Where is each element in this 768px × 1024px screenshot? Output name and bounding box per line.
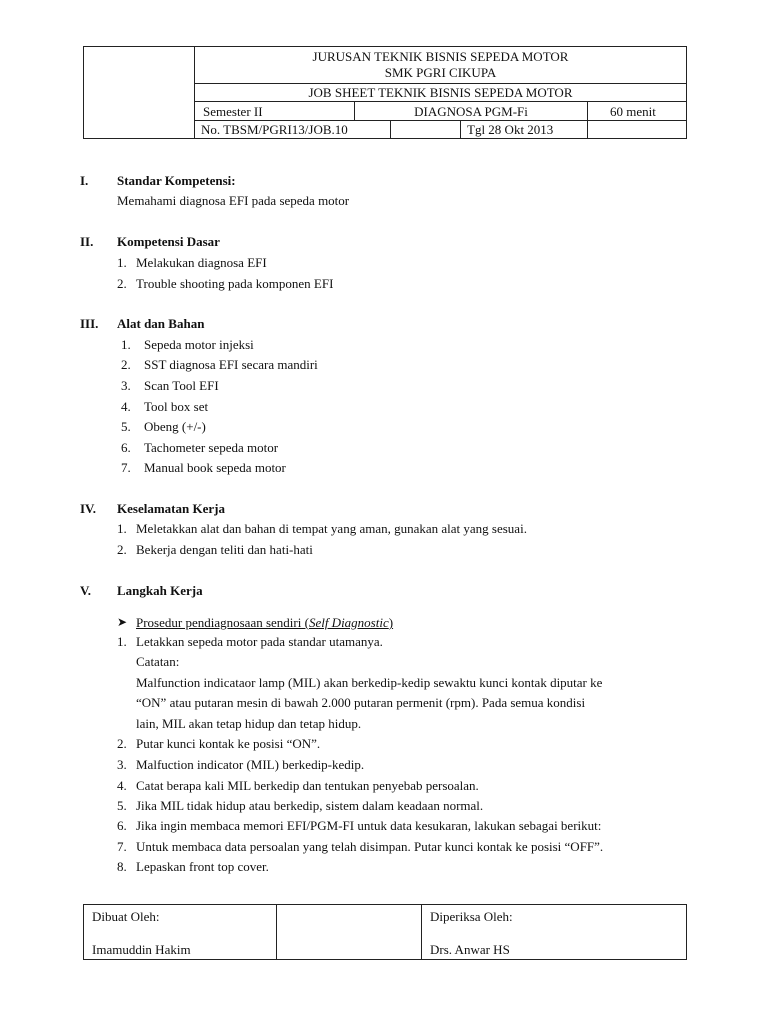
section-text: Memahami diagnosa EFI pada sepeda motor [117,193,350,208]
list-number: 1. [117,255,127,270]
step-number: 4. [117,778,127,793]
duration-cell [588,102,686,120]
list-item: Tachometer sepeda motor [144,440,279,455]
section-number: III. [80,316,99,331]
step-number: 1. [117,634,127,649]
blank-cell [391,121,461,138]
list-number: 5. [121,419,131,434]
step-number: 5. [117,798,127,813]
step-line: Catat berapa kali MIL berkedip dan tentukan penyebab persoalan. [136,778,479,793]
list-number: 2. [117,276,127,291]
section-title: Kompetensi Dasar [117,234,220,249]
checked-by-label: Diperiksa Oleh: [430,909,513,924]
checked-by-name: Drs. Anwar HS [430,942,510,957]
section-number: II. [80,234,94,249]
header-table [83,46,687,139]
school-name: SMK PGRI CIKUPA [384,65,497,80]
step-line: Jika ingin membaca memori EFI/PGM-FI untuk data kesukaran, lakukan sebagai berikut: [136,818,602,833]
step-line: Letakkan sepeda motor pada standar utamanya. [136,634,383,649]
list-number: 3. [121,378,131,393]
section-title: Alat dan Bahan [117,316,205,331]
section-title: Langkah Kerja [117,583,203,598]
date-cell [461,121,588,138]
procedure-heading-italic: Self Diagnostic [308,615,389,630]
list-number: 7. [121,460,131,475]
made-by-cell [84,905,277,959]
step-line: Malfunction indicataor lamp (MIL) akan berkedip-kedip sewaktu kunci kontak diputar ke [136,675,603,690]
step-line: Lepaskan front top cover. [136,859,269,874]
list-item: Tool box set [144,399,209,414]
date: Tgl 28 Okt 2013 [467,122,554,137]
list-number: 4. [121,399,131,414]
signature-table [83,904,687,960]
step-number: 2. [117,736,127,751]
blank-cell-2 [588,121,686,138]
procedure-heading-text: Prosedur pendiagnosaan sendiri ( [136,615,309,630]
topic-cell [355,102,588,120]
department-title: JURUSAN TEKNIK BISNIS SEPEDA MOTOR [312,49,569,64]
step-line: Putar kunci kontak ke posisi “ON”. [136,736,321,751]
list-item: Trouble shooting pada komponen EFI [136,276,334,291]
list-item: Sepeda motor injeksi [144,337,254,352]
list-item: Bekerja dengan teliti dan hati-hati [136,542,313,557]
section-title: Standar Kompetensi: [117,173,236,188]
arrow-bullet-icon: ➤ [117,615,128,629]
step-number: 8. [117,859,127,874]
procedure-heading-close: ) [388,615,394,630]
checked-by-cell [422,905,686,959]
procedure-heading [136,615,393,631]
job-sheet-title: JOB SHEET TEKNIK BISNIS SEPEDA MOTOR [308,85,573,100]
step-line: Catatan: [136,654,180,669]
section-number: V. [80,583,91,598]
list-item: SST diagnosa EFI secara mandiri [144,357,318,372]
made-by-label: Dibuat Oleh: [92,909,160,924]
job-sheet-title-row [195,84,686,102]
doc-number-row [195,121,686,138]
section-title: Keselamatan Kerja [117,501,225,516]
step-line: lain, MIL akan tetap hidup dan tetap hidup. [136,716,362,731]
section-number: IV. [80,501,97,516]
list-number: 2. [117,542,127,557]
list-item: Meletakkan alat dan bahan di tempat yang aman, gunakan alat yang sesuai. [136,521,527,536]
topic: DIAGNOSA PGM-Fi [414,103,528,119]
blank-signature-cell [277,905,422,959]
semester-row [195,102,686,121]
list-item: Manual book sepeda motor [144,460,286,475]
list-number: 2. [121,357,131,372]
duration: 60 menit [610,103,656,119]
step-number: 6. [117,818,127,833]
header-title-row [195,47,686,84]
section-number: I. [80,173,89,188]
list-item: Scan Tool EFI [144,378,219,393]
list-number: 1. [117,521,127,536]
list-number: 6. [121,440,131,455]
made-by-name: Imamuddin Hakim [92,942,191,957]
step-line: “ON” atau putaran mesin di bawah 2.000 putaran permenit (rpm). Pada semua kondisi [136,695,586,710]
doc-number: No. TBSM/PGRI13/JOB.10 [201,122,348,137]
semester: Semester II [203,103,263,119]
list-number: 1. [121,337,131,352]
step-line: Untuk membaca data persoalan yang telah disimpan. Putar kunci kontak ke posisi “OFF”. [136,839,604,854]
step-number: 3. [117,757,127,772]
step-line: Malfuction indicator (MIL) berkedip-kedip. [136,757,365,772]
step-number: 7. [117,839,127,854]
step-line: Jika MIL tidak hidup atau berkedip, sistem dalam keadaan normal. [136,798,484,813]
list-item: Melakukan diagnosa EFI [136,255,267,270]
list-item: Obeng (+/-) [144,419,206,434]
doc-number-cell [195,121,391,138]
semester-cell [195,102,355,120]
logo-cell [84,47,195,138]
